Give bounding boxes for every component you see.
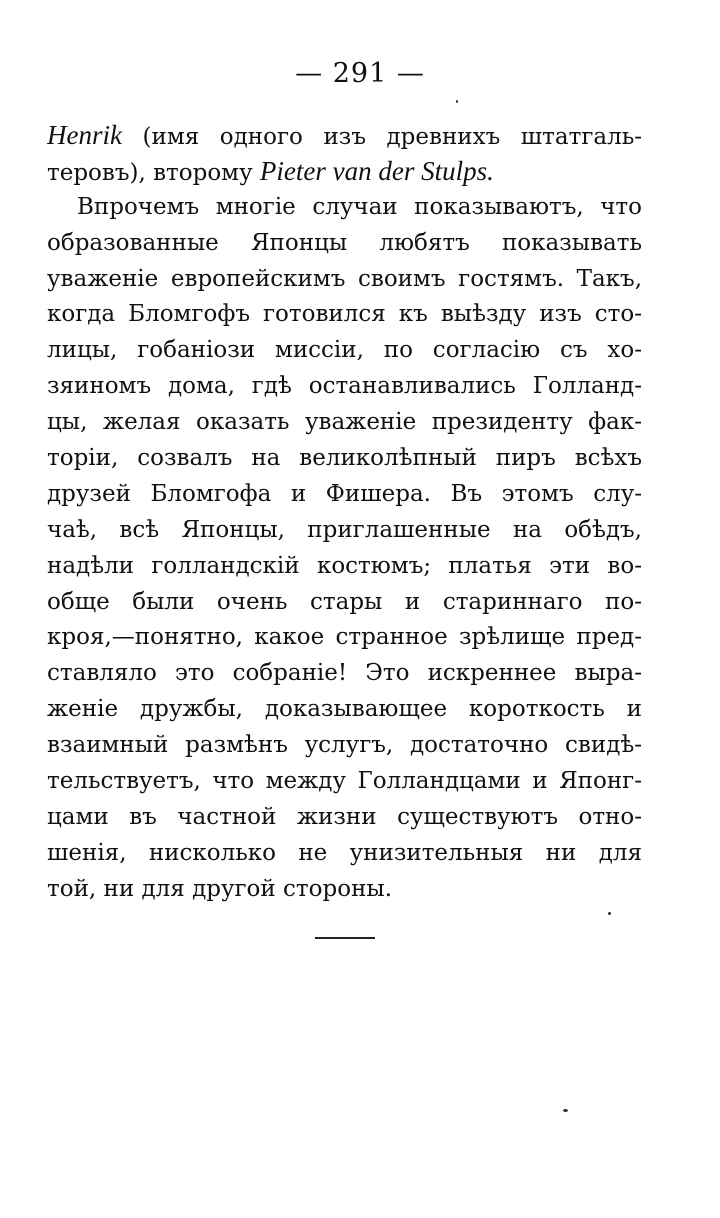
text-run: цами въ частной жизни существуютъ отно- [47,803,642,830]
text-run: женіе дружбы, доказывающее короткость и [47,696,642,723]
text-run: чаѣ, всѣ Японцы, приглашенные на обѣдъ, [47,516,642,543]
text-line [47,405,642,441]
text-run: той, ни для другой стороны. [47,875,393,902]
text-run: лицы, гобаніози миссіи, по согласію съ хо- [47,337,642,364]
text-line [47,728,642,764]
italic-name: Henrik [47,120,122,150]
text-line [47,118,642,154]
text-line [47,154,642,190]
text-line [47,800,642,836]
text-run: когда Бломгофъ готовился къ выѣзду изъ сто- [47,301,642,328]
text-line [47,333,642,369]
text-line [47,764,642,800]
page-number: — 291 — [295,58,425,89]
text-line [47,477,642,513]
text-line [47,549,642,585]
italic-name: Pieter van der Stulps. [259,155,494,186]
text-run: торіи, созвалъ на великолѣпный пиръ всѣхъ [47,445,642,472]
text-line [47,513,642,549]
text-run: кроя,—понятно, какое странное зрѣлище пред- [47,624,642,651]
text-run: друзей Бломгофа и Фишера. Въ этомъ слу- [47,480,642,507]
print-speck [563,1109,568,1112]
text-line [47,692,642,728]
text-run: обще были очень стары и стариннаго по- [47,588,642,615]
text-run: уваженіе европейскимъ своимъ гостямъ. Такъ, [47,265,642,292]
text-line [47,297,642,333]
text-line [47,585,642,621]
text-run: образованные Японцы любятъ показывать [47,229,642,256]
text-line [47,226,642,262]
text-run: ставляло это собраніе! Это искреннее выра- [47,660,642,687]
text-run: теровъ), второму [47,159,260,186]
text-line [47,836,642,872]
body-text [47,118,642,908]
text-line [47,369,642,405]
text-run: тельствуетъ, что между Голландцами и Японг- [47,768,642,795]
text-line [47,190,642,226]
text-line [47,441,642,477]
text-run: (имя одного изъ древнихъ штатгаль- [121,124,642,150]
text-run: шенія, нисколько не унизительныя ни для [47,839,642,866]
print-speck [608,912,611,915]
text-line [47,656,642,692]
text-run: цы, желая оказать уваженіе президенту фак- [47,409,642,436]
text-run: Впрочемъ многіе случаи показываютъ, что [77,193,642,220]
section-divider-rule [315,937,375,939]
text-run: зяиномъ дома, гдѣ останавливались Голланд- [47,373,642,400]
text-run: взаимный размѣнъ услугъ, достаточно свидѣ- [47,732,642,759]
text-line [47,872,642,908]
text-line [47,262,642,298]
text-run: надѣли голландскій костюмъ; платья эти во- [47,552,642,579]
text-line [47,620,642,656]
print-speck [456,100,458,103]
